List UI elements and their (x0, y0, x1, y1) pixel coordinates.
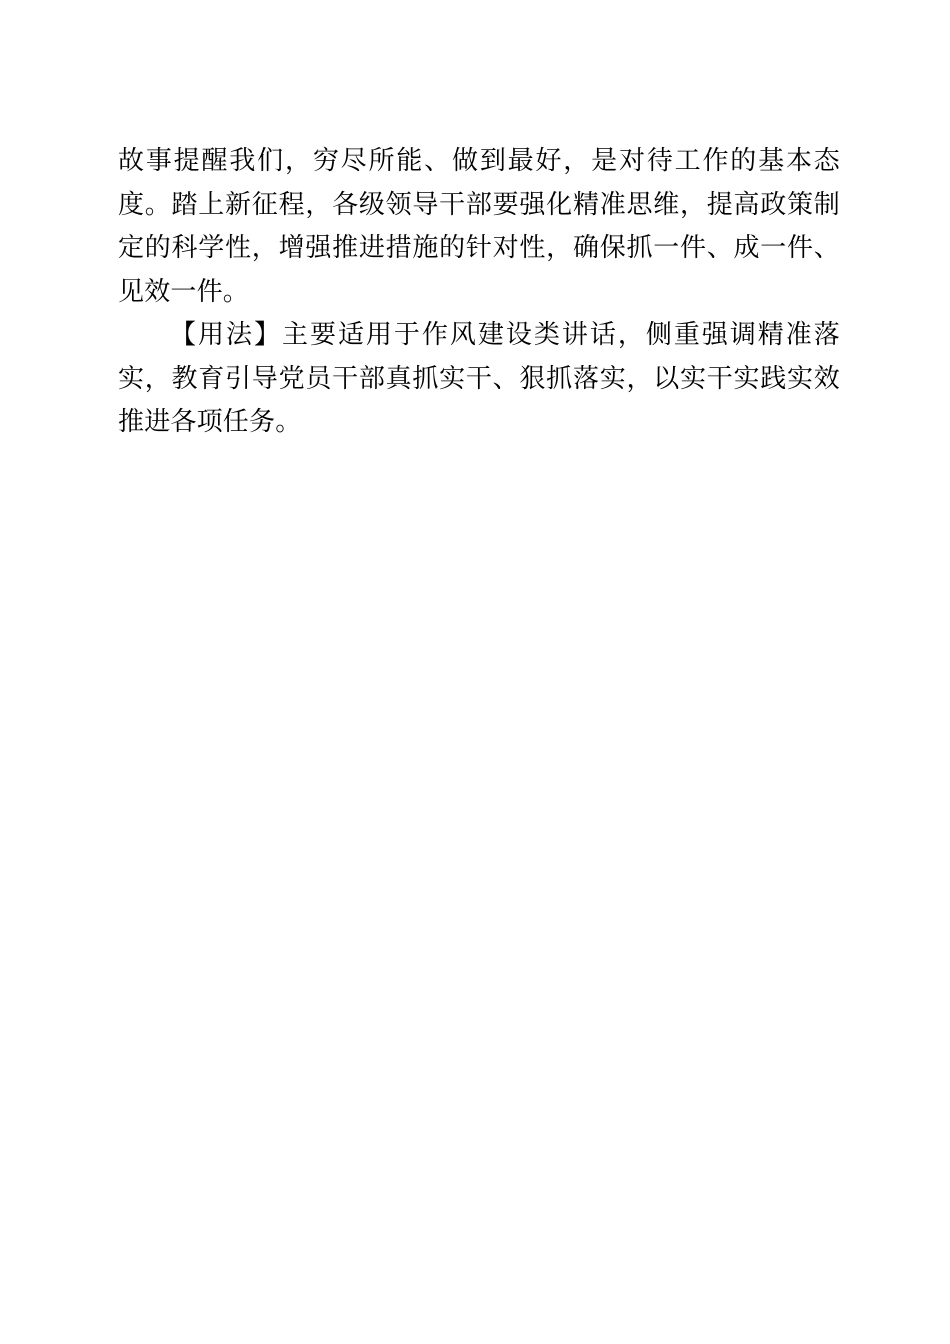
body-paragraph-continuation: 故事提醒我们，穷尽所能、做到最好，是对待工作的基本态度。踏上新征程，各级领导干部要强化精准思维，提高政策制定的科学性，增强推进措施的针对性，确保抓一件、成一件、见效一件。 (118, 146, 840, 306)
body-paragraph-usage-note: 【用法】主要适用于作风建设类讲话，侧重强调精准落实，教育引导党员干部真抓实干、狠抓落实，以实干实践实效推进各项任务。 (118, 320, 840, 436)
text-content-block (118, 139, 840, 444)
